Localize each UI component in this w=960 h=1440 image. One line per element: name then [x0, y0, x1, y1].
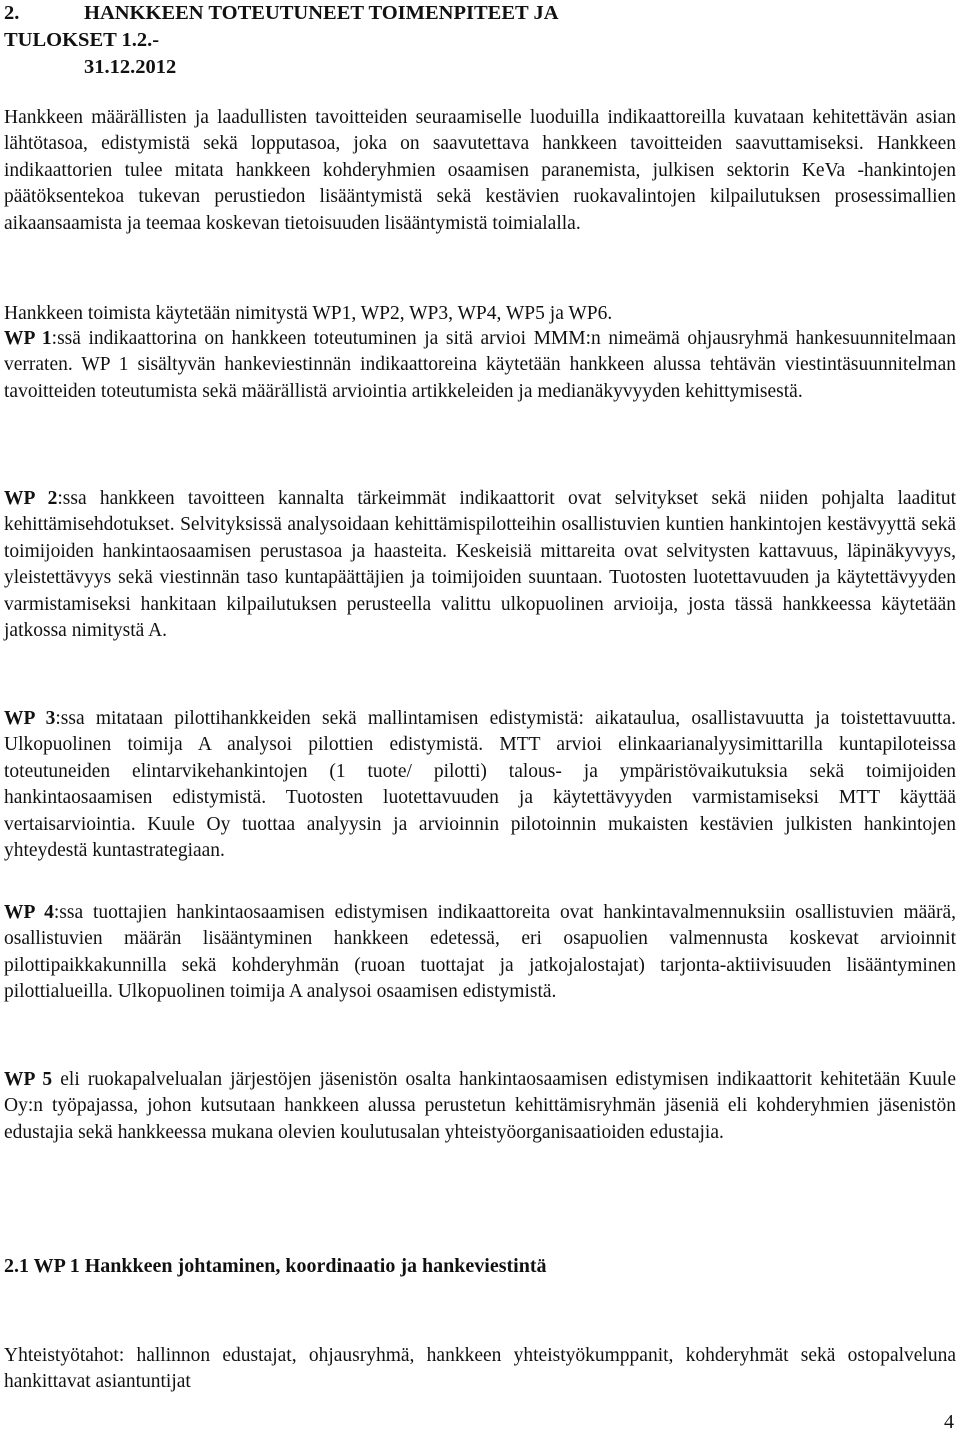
wp5-text: eli ruokapalvelualan järjestöjen jäsenistön osalta hankintaosaamisen edistymisen indikaattorit kehitetään Kuule Oy:n työpajassa, johon kutsutaan hankkeen alussa perustetun kehittämisryhmän jäseniä eli kohderyhmien jäsenistön edustajia sekä hankkeessa mukana olevien koulutusalan yhteistyöorganisaatioiden edustajia.	[4, 1069, 956, 1143]
section-title-line1: HANKKEEN TOTEUTUNEET TOIMENPITEET JA TULOKSET 1.2.-	[4, 2, 558, 51]
section-heading	[4, 0, 604, 81]
subsection-heading: 2.1 WP 1 Hankkeen johtaminen, koordinaatio ja hankeviestintä	[4, 1255, 547, 1277]
partners-paragraph: Yhteistyötahot: hallinnon edustajat, ohjausryhmä, hankkeen yhteistyökumppanit, kohderyhmät sekä ostopalveluna hankittavat asiantuntijat	[4, 1345, 956, 1393]
wp3-paragraph	[4, 706, 956, 864]
wp4-paragraph	[4, 900, 956, 1006]
naming-paragraph: Hankkeen toimista käytetään nimitystä WP1, WP2, WP3, WP4, WP5 ja WP6.	[4, 303, 613, 324]
intro-paragraph: Hankkeen määrällisten ja laadullisten tavoitteiden seuraamiselle luoduilla indikaattoreilla kuvataan kehitettävän asian lähtötasoa, edistymistä sekä lopputasoa, joka on saavutettava hankkeen tavoitteiden saavuttamiseksi. Hankkeen indikaattorien tulee mitata hankkeen kohderyhmien osaamisen paranemista, julkisen sektorin KeVa -hankintojen päätöksentekoa tukevan perustiedon lisääntymistä sekä kestävien ruokavalintojen kilpailutuksen prosessimallien aikaansaamista ja teemaa koskevan tietoisuuden lisääntymistä toimialalla.	[4, 107, 956, 234]
section-number: 2.	[4, 2, 20, 24]
wp1-text: :ssä indikaattorina on hankkeen toteutuminen ja sitä arvioi MMM:n nimeämä ohjausryhmä hankesuunnitelmaan verraten. WP 1 sisältyvän hankeviestinnän indikaattoreina käytetään hankkeen alussa tehtävän viestintäsuunnitelman tavoitteiden toteutumista sekä määrällistä arviointia artikkeleiden ja medianäkyvyyden kehittymisestä.	[4, 328, 956, 402]
wp2-text: :ssa hankkeen tavoitteen kannalta tärkeimmät indikaattorit ovat selvitykset sekä niiden pohjalta laaditut kehittämisehdotukset. Selvityksissä analysoidaan kehittämispilotteihin osallistuvien kuntien hankintojen kestävyyttä sekä toimijoiden hankintaosaamisen perustasoa ja haasteita. Keskeisiä mittareita ovat selvitysten kattavuus, läpinäkyvyys, yleistettävyys sekä viestinnän taso kuntapäättäjien ja toimijoiden suuntaan. Tuotosten luotettavuuden ja käytettävyyden varmistamiseksi hankitaan kilpailutuksen perusteella valittu ulkopuolinen arvioija, josta tässä hankkeessa käytetään jatkossa nimitystä A.	[4, 488, 956, 642]
page-number: 4	[944, 1411, 954, 1433]
wp4-label: WP 4	[4, 902, 54, 923]
wp5-paragraph	[4, 1067, 956, 1146]
wp1-paragraph	[4, 326, 956, 405]
wp2-label: WP 2	[4, 488, 58, 509]
section-title-line2: 31.12.2012	[84, 56, 177, 78]
wp3-label: WP 3	[4, 708, 56, 729]
wp1-label: WP 1	[4, 328, 52, 349]
wp4-text: :ssa tuottajien hankintaosaamisen edistymisen indikaattoreita ovat hankintavalmennuksiin osallistuvien määrä, osallistuvien määrän lisääntyminen hankkeen edetessä, eri osapuolien valmennusta koskevat arvioinnit pilottipaikkakunnilla sekä kohderyhmän (ruoan tuottajat ja jatkojalostajat) tarjonta-aktiivisuuden lisääntyminen pilottialueilla. Ulkopuolinen toimija A analysoi osaamisen edistymistä.	[4, 902, 956, 1003]
wp5-label: WP 5	[4, 1069, 53, 1090]
wp2-paragraph	[4, 486, 956, 644]
wp3-text: :ssa mitataan pilottihankkeiden sekä mallintamisen edistymistä: aikataulua, osallistavuutta ja toistettavuutta. Ulkopuolinen toimija A analysoi pilottien edistymistä. MTT arvioi elinkaarianalyysimittarilla kuntapiloteissa toteutuneiden elintarvikehankintojen (1 tuote/ pilotti) talous- ja ympäristövaikutuksia sekä toimijoiden hankintaosaamisen edistymistä. Tuotosten luotettavuuden ja käytettävyyden varmistamiseksi MTT käyttää vertaisarviointia. Kuule Oy tuottaa analyysin ja arvioinnin pilotoinnin mukaisten kestävien julkisten hankintojen yhteydestä kuntastrategiaan.	[4, 708, 956, 862]
